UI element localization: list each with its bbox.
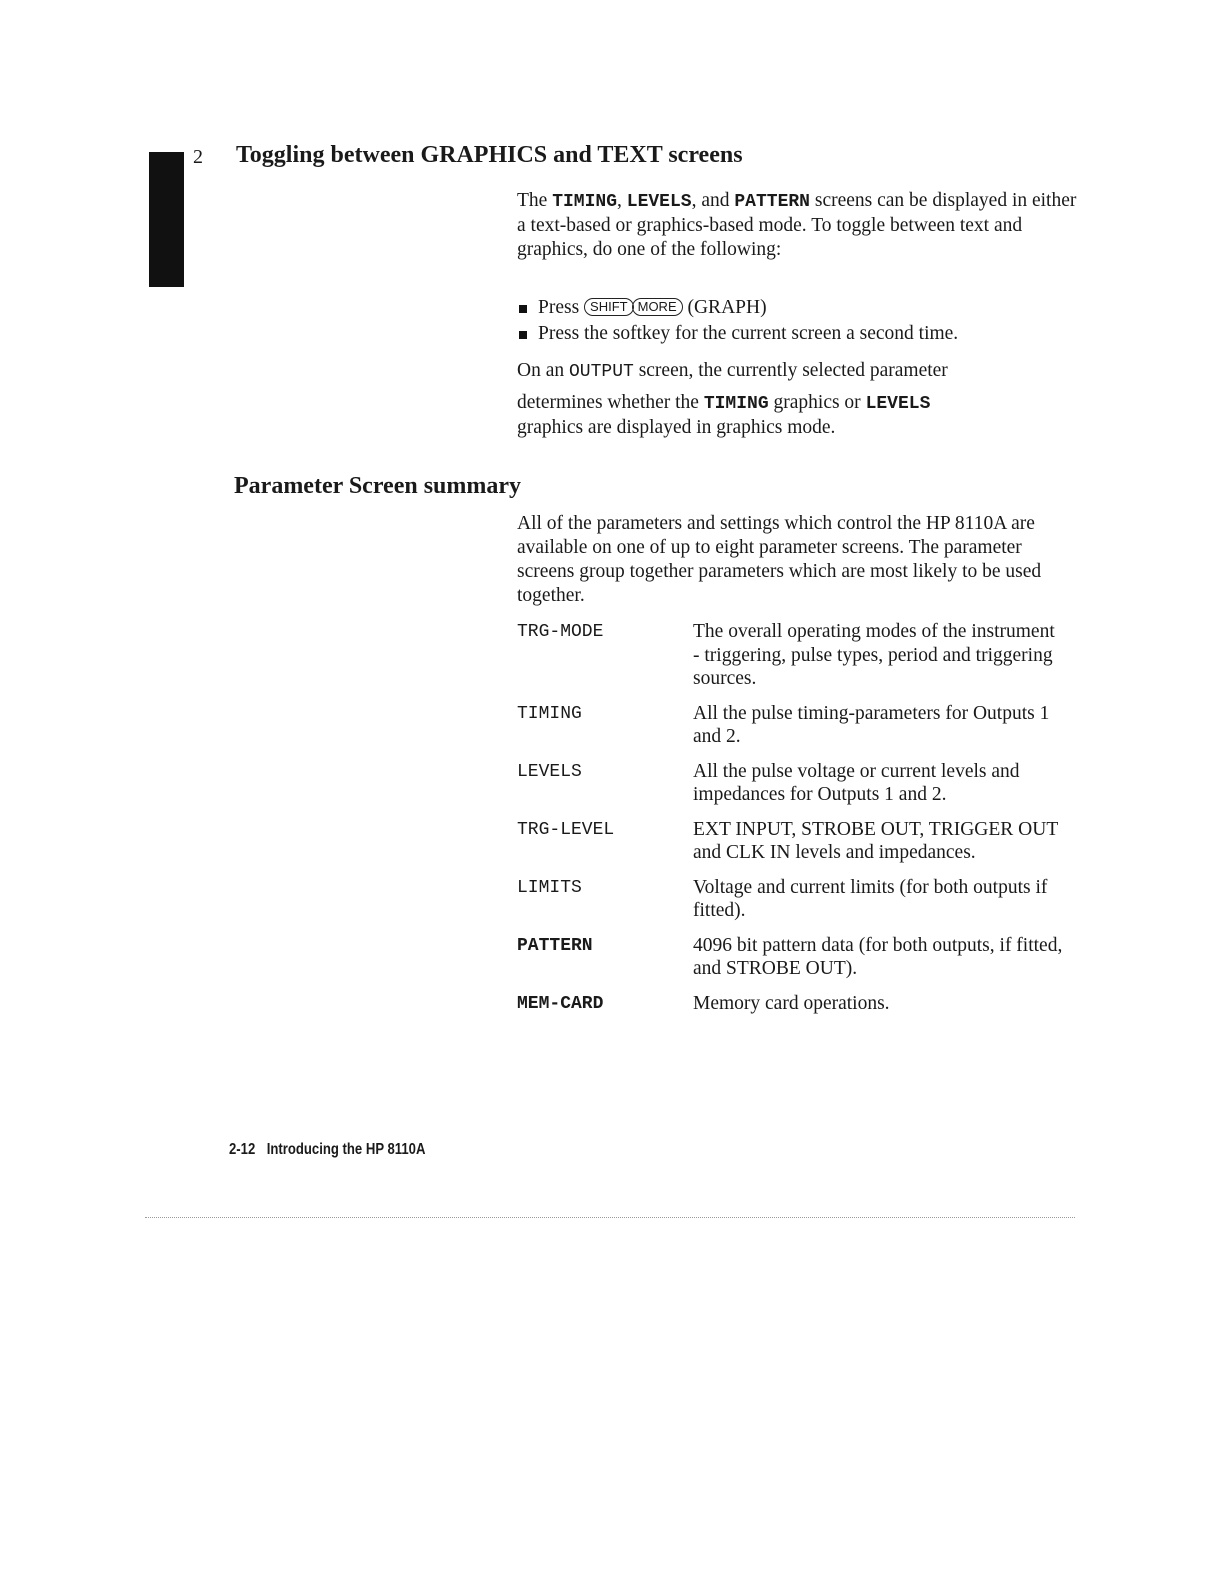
screen-row-levels bbox=[517, 760, 1077, 807]
page-number: 2-12 bbox=[229, 1141, 256, 1158]
screen-name: TIMING bbox=[517, 703, 582, 724]
softkey-instruction: Press the softkey for the current screen a second time. bbox=[538, 323, 959, 344]
running-title: Introducing the HP 8110A bbox=[266, 1141, 426, 1158]
screen-row-timing bbox=[517, 702, 1077, 749]
chapter-tab-marker bbox=[149, 152, 184, 287]
screen-description: All the pulse voltage or current levels and impedances for Outputs 1 and 2. bbox=[693, 760, 1020, 805]
graphics-or-text: graphics or bbox=[773, 392, 861, 413]
screen-description: All the pulse timing-parameters for Outputs 1 and 2. bbox=[693, 702, 1050, 747]
keyword-timing: TIMING bbox=[552, 192, 618, 212]
toggle-methods-list bbox=[517, 295, 958, 347]
graph-label: (GRAPH) bbox=[687, 297, 767, 318]
screen-row-trg-level bbox=[517, 818, 1077, 865]
on-an-text: On an bbox=[517, 360, 565, 381]
intro-rest: screens can be displayed in either a text-based or graphics-based mode. To toggle between text and graphics, do one of the following: bbox=[517, 190, 1077, 260]
shift-key-label: SHIFT bbox=[584, 298, 634, 316]
screen-description: 4096 bit pattern data (for both outputs, if fitted, and STROBE OUT). bbox=[693, 934, 1063, 979]
screen-row-mem-card bbox=[517, 992, 1077, 1016]
screen-name: TRG-MODE bbox=[517, 622, 604, 642]
chapter-number: 2 bbox=[193, 146, 203, 168]
summary-intro-paragraph: All of the parameters and settings which control the HP 8110A are available on one of up to eight parameter screens. The parameter screens group together parameters which are most likely to be used together. bbox=[517, 513, 1042, 606]
toggle-intro-paragraph bbox=[517, 189, 1077, 262]
screen-name: LEVELS bbox=[517, 761, 582, 782]
intro-sep-and: , and bbox=[691, 190, 730, 211]
intro-sep-comma: , bbox=[617, 190, 622, 211]
screen-name: MEM-CARD bbox=[517, 993, 604, 1014]
section-title-toggling: Toggling between GRAPHICS and TEXT screens bbox=[236, 142, 743, 168]
screen-name: LIMITS bbox=[517, 877, 582, 898]
keyword-output: OUTPUT bbox=[569, 362, 634, 382]
section-title-parameter-summary: Parameter Screen summary bbox=[234, 473, 522, 499]
screen-description: EXT INPUT, STROBE OUT, TRIGGER OUT and CLK IN levels and impedances. bbox=[693, 818, 1058, 863]
page-footer bbox=[229, 1141, 425, 1159]
output-para-line1 bbox=[517, 359, 1077, 384]
screen-row-limits bbox=[517, 876, 1077, 923]
parameter-screen-list bbox=[517, 620, 1077, 1026]
press-word: Press bbox=[538, 297, 580, 318]
keyword-timing-2: TIMING bbox=[703, 394, 769, 414]
determines-text: determines whether the bbox=[517, 392, 699, 413]
screen-description: Memory card operations. bbox=[693, 992, 890, 1014]
screen-row-pattern bbox=[517, 934, 1077, 981]
screen-name: PATTERN bbox=[517, 935, 593, 956]
intro-word-the: The bbox=[517, 190, 548, 211]
screen-row-trg-mode bbox=[517, 620, 1077, 691]
bullet-press-shift-more bbox=[517, 295, 958, 321]
keyword-pattern: PATTERN bbox=[734, 192, 810, 212]
screen-description: Voltage and current limits (for both outputs if fitted). bbox=[693, 876, 1048, 921]
more-key-label: MORE bbox=[632, 298, 683, 316]
output-line1-rest: screen, the currently selected parameter bbox=[638, 360, 948, 381]
output-line2-rest: graphics are displayed in graphics mode. bbox=[517, 417, 836, 438]
keyword-levels-2: LEVELS bbox=[865, 394, 931, 414]
screen-description: The overall operating modes of the instrument - triggering, pulse types, period and triggering sources. bbox=[693, 621, 1055, 689]
keyword-levels: LEVELS bbox=[626, 192, 692, 212]
screen-name: TRG-LEVEL bbox=[517, 819, 615, 840]
output-para-line2 bbox=[517, 391, 1077, 440]
scan-edge-divider bbox=[145, 1217, 1075, 1218]
bullet-press-softkey bbox=[517, 321, 958, 347]
